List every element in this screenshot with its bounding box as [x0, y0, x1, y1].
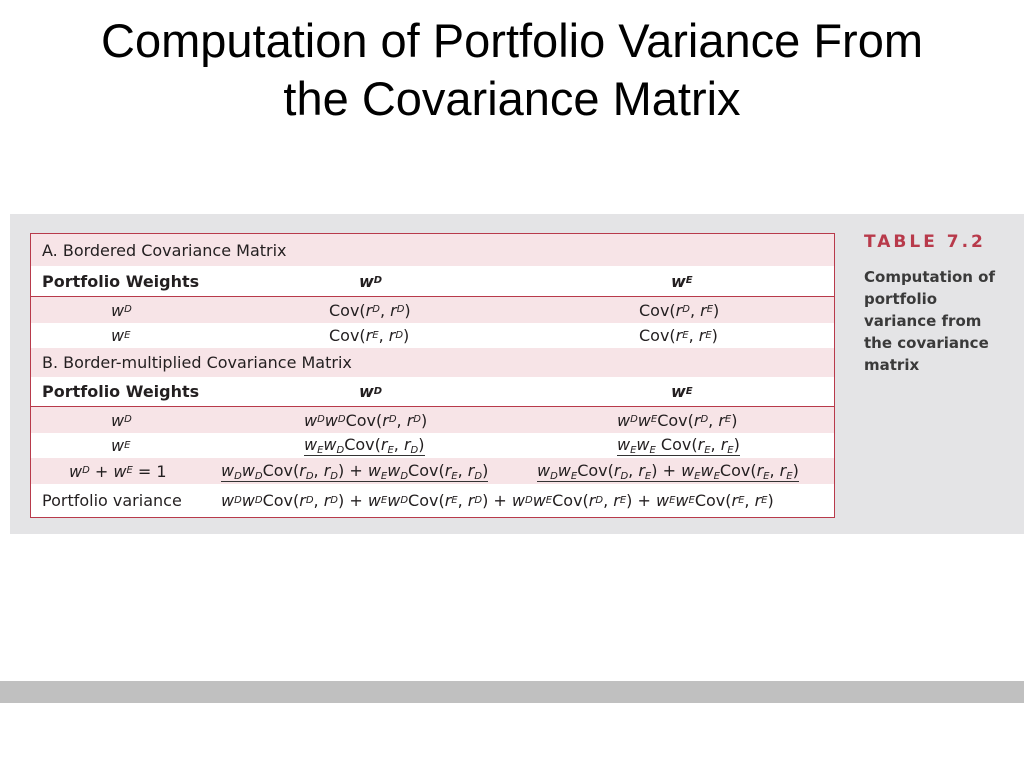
cov-dd-cell: Cov( r D , r D )	[329, 300, 411, 320]
sum-label: w D + w E = 1	[69, 461, 167, 481]
section-a-row-d	[31, 297, 834, 323]
section-b-col-we: w E	[671, 382, 693, 401]
wd-wd-cov-cell: w D w D Cov( r D , r D )	[304, 410, 428, 430]
section-a-weights-label: Portfolio Weights	[42, 271, 200, 291]
section-b-row-d	[31, 407, 834, 433]
we-we-cov-cell: $w_Ew_E$ $Cov(r_E$, $r_E$)	[617, 435, 740, 456]
section-b-row-e	[31, 433, 834, 458]
row-label-we-b: w E	[111, 436, 131, 455]
section-a-col-we: w E	[671, 271, 693, 291]
section-b-col-wd: w D	[359, 382, 383, 401]
slide-title	[0, 12, 1024, 128]
title-line-1: Computation of Portfolio Variance From	[101, 14, 923, 67]
row-label-wd-b: w D	[111, 410, 132, 430]
table-caption	[864, 232, 1014, 376]
section-b-heading-row	[31, 348, 834, 377]
covariance-table	[30, 233, 835, 518]
section-b-row-variance	[31, 484, 834, 517]
section-a-weights-row	[31, 266, 834, 296]
table-description: Computation of portfolio variance from the covariance matrix	[864, 268, 996, 374]
section-b-row-sum	[31, 458, 834, 484]
variance-label: Portfolio variance	[42, 491, 182, 510]
cov-ed-cell: Cov( r E , r D )	[329, 326, 410, 345]
portfolio-variance-formula: w D w D Cov( r D , r D ) + w E w D Cov( r E , r D ) + w D w E Cov( r D , r E ) + w E w E Cov( r E , r E )	[221, 491, 774, 510]
row-label-wd: w D	[111, 300, 132, 320]
row-label-we: w E	[111, 326, 131, 345]
column-sum-e: $w_Dw_ECov(r_D$, $r_E) + w_Ew_ECov(r_E$, $r_E$)	[537, 460, 799, 482]
section-b-weights-row	[31, 377, 834, 406]
we-wd-cov-cell: $w_Ew_DCov(r_E$, $r_D$)	[304, 435, 425, 456]
cov-ee-cell: Cov( r E , r E )	[639, 326, 718, 345]
section-a-col-wd: w D	[359, 271, 383, 291]
title-line-2: the Covariance Matrix	[283, 72, 741, 125]
section-b-weights-label: Portfolio Weights	[42, 382, 200, 401]
section-b-heading: B. Border-multiplied Covariance Matrix	[42, 353, 352, 372]
cov-de-cell: Cov( r D , r E )	[639, 300, 720, 320]
table-number: TABLE 7.2	[864, 232, 986, 252]
column-sum-d: $w_Dw_DCov(r_D$, $r_D) + w_Ew_DCov(r_E$, $r_D$)	[221, 460, 489, 482]
footer-bar	[0, 681, 1024, 703]
wd-we-cov-cell: w D w E Cov( r D , r E )	[617, 410, 738, 430]
section-a-heading: A. Bordered Covariance Matrix	[42, 240, 287, 260]
section-a-heading-row	[31, 234, 834, 266]
section-a-row-e	[31, 323, 834, 348]
